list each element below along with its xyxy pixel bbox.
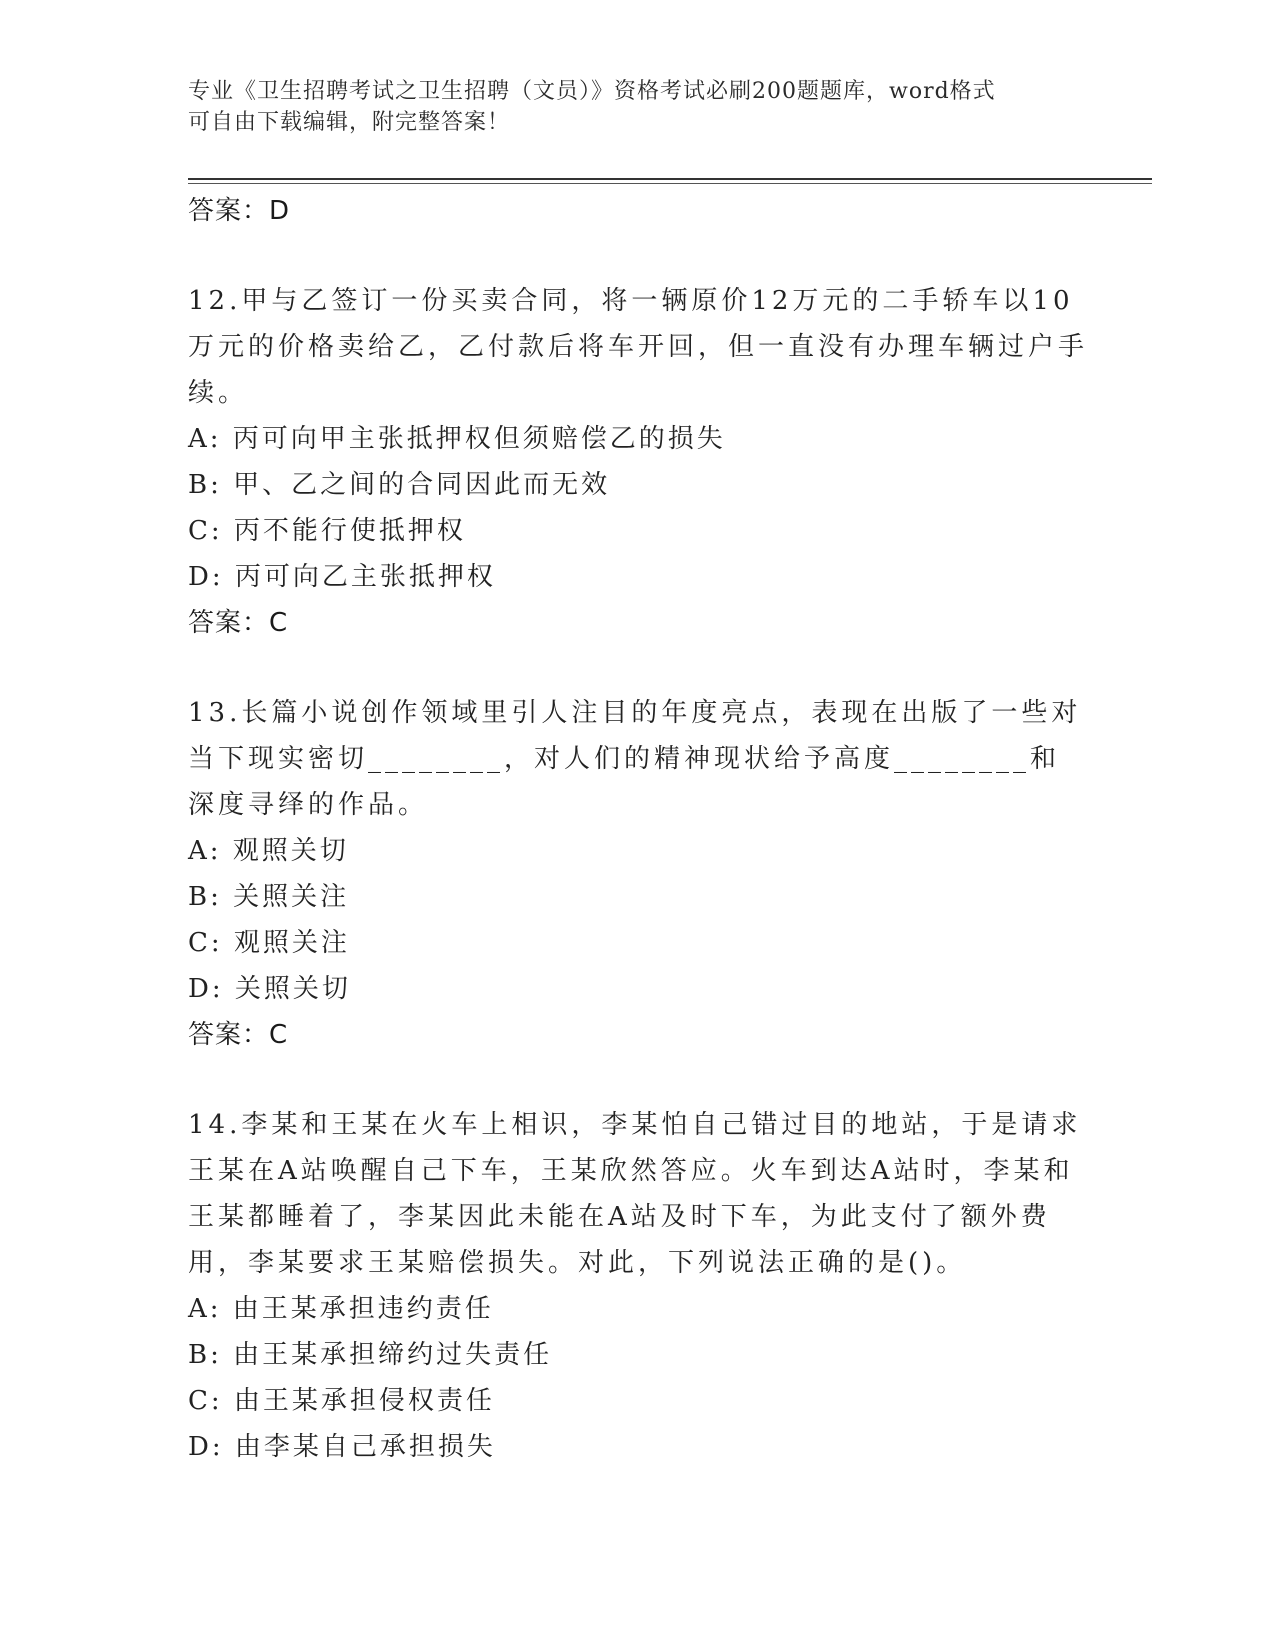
document-body bbox=[188, 188, 1088, 1470]
question-stem: 14.李某和王某在火车上相识，李某怕自己错过目的地站，于是请求王某在A站唤醒自己下车，王某欣然答应。火车到达A站时，李某和王某都睡着了，李某因此未能在A站及时下车，为此支付了额外费用，李某要求王某赔偿损失。对此，下列说法正确的是()。 bbox=[188, 1110, 1082, 1278]
option-d: D: 由李某自己承担损失 bbox=[188, 1432, 496, 1462]
question-14 bbox=[188, 1102, 1088, 1470]
answer: 答案：C bbox=[188, 608, 289, 638]
option-b: B: 甲、乙之间的合同因此而无效 bbox=[188, 470, 611, 500]
option-c: C: 观照关注 bbox=[188, 928, 350, 958]
document-header bbox=[188, 76, 1088, 138]
question-12 bbox=[188, 278, 1088, 646]
option-d: D: 丙可向乙主张抵押权 bbox=[188, 562, 496, 592]
option-d: D: 关照关切 bbox=[188, 974, 351, 1004]
header-rule-thick bbox=[188, 178, 1152, 180]
question-stem: 12.甲与乙签订一份买卖合同，将一辆原价12万元的二手轿车以10万元的价格卖给乙，乙付款后将车开回，但一直没有办理车辆过户手续。 bbox=[188, 286, 1089, 408]
header-rule-thin bbox=[188, 183, 1152, 184]
question-13 bbox=[188, 690, 1088, 1058]
option-a: A: 由王某承担违约责任 bbox=[188, 1294, 494, 1324]
header-line-1: 专业《卫生招聘考试之卫生招聘（文员）》资格考试必刷200题题库，word格式 bbox=[188, 79, 996, 104]
option-c: C: 丙不能行使抵押权 bbox=[188, 516, 466, 546]
option-a: A: 丙可向甲主张抵押权但须赔偿乙的损失 bbox=[188, 424, 726, 454]
option-c: C: 由王某承担侵权责任 bbox=[188, 1386, 495, 1416]
option-a: A: 观照关切 bbox=[188, 836, 349, 866]
question-stem: 13.长篇小说创作领域里引人注目的年度亮点，表现在出版了一些对当下现实密切________，对人们的精神现状给予高度________和深度寻绎的作品。 bbox=[188, 698, 1082, 820]
answer: 答案：C bbox=[188, 1020, 289, 1050]
option-b: B: 由王某承担缔约过失责任 bbox=[188, 1340, 553, 1370]
header-line-2: 可自由下载编辑，附完整答案！ bbox=[188, 110, 511, 135]
answer-previous: 答案：D bbox=[188, 196, 291, 226]
option-b: B: 关照关注 bbox=[188, 882, 350, 912]
